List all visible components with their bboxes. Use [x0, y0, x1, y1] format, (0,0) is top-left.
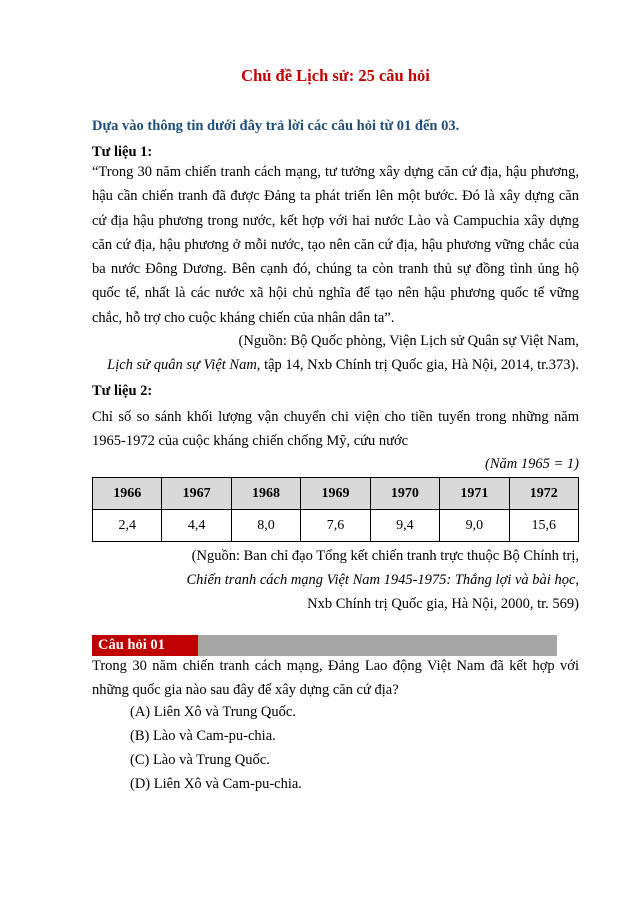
doc1-source-rest: tập 14, Nxb Chính trị Quốc gia, Hà Nội, 2014, tr.373). [260, 357, 579, 373]
question-header-bar [92, 635, 557, 656]
value-cell: 9,0 [440, 510, 509, 542]
value-cell: 7,6 [301, 510, 370, 542]
year-cell: 1969 [301, 478, 370, 510]
question-label: Câu hỏi 01 [92, 635, 198, 656]
doc1-source-book: Lịch sử quân sự Việt Nam, [107, 357, 261, 373]
value-cell: 4,4 [162, 510, 231, 542]
year-cell: 1972 [509, 478, 578, 510]
value-cell: 2,4 [93, 510, 162, 542]
year-cell: 1968 [231, 478, 300, 510]
year-cell: 1971 [440, 478, 509, 510]
table-unit-note: (Năm 1965 = 1) [485, 456, 579, 472]
doc2-text: Chỉ số so sánh khối lượng vận chuyển chi viện cho tiền tuyến trong những năm 1965-1972 của cuộc kháng chiến chống Mỹ, cứu nước [92, 409, 579, 450]
table-value-row [93, 510, 579, 542]
intro-instruction: Dựa vào thông tin dưới đây trả lời các câu hỏi từ 01 đến 03. [92, 118, 460, 134]
doc2-source-line1: (Nguồn: Ban chỉ đạo Tổng kết chiến tranh trực thuộc Bộ Chính trị, [191, 548, 579, 564]
page-title: Chủ đề Lịch sử: 25 câu hỏi [241, 66, 430, 85]
value-cell: 15,6 [509, 510, 578, 542]
answer-option-d[interactable]: (D) Liên Xô và Cam-pu-chia. [130, 776, 302, 792]
question-text: Trong 30 năm chiến tranh cách mạng, Đảng Lao động Việt Nam đã kết hợp với những quốc gia nào sau đây để xây dựng căn cứ địa? [92, 658, 579, 699]
doc2-source-line2 [187, 572, 579, 589]
doc1-text: “Trong 30 năm chiến tranh cách mạng, tư tưởng xây dựng căn cứ địa, hậu phương, hậu cần chiến tranh đã được Đảng ta phát triển lên một bước. Đó là xây dựng căn cứ địa hậu phương trong nước, kết hợp với hai nước Lào và Campuchia xây dựng căn cứ địa, hậu phương ở mỗi nước, tạo nên căn cứ địa, hậu phương vững chắc của ba nước Đông Dương. Bên cạnh đó, chúng ta còn tranh thủ sự đồng tình ủng hộ quốc tế, nhất là các nước xã hội chủ nghĩa để tạo nên hậu phương quốc tế vững chắc, hỗ trợ cho cuộc kháng chiến của nhân dân ta”. [92, 164, 579, 326]
doc2-source-line3: Nxb Chính trị Quốc gia, Hà Nội, 2000, tr. 569) [307, 596, 579, 612]
answer-option-b[interactable]: (B) Lào và Cam-pu-chia. [130, 728, 276, 744]
value-cell: 9,4 [370, 510, 439, 542]
doc1-label: Tư liệu 1: [92, 144, 153, 160]
transport-index-table [92, 477, 579, 542]
doc2-source-book: Chiến tranh cách mạng Việt Nam 1945-1975: Thắng lợi và bài học, [186, 572, 579, 588]
doc1-source-line2 [107, 357, 579, 374]
year-cell: 1970 [370, 478, 439, 510]
table-header-row [93, 478, 579, 510]
doc1-source-line1: (Nguồn: Bộ Quốc phòng, Viện Lịch sử Quân sự Việt Nam, [238, 333, 579, 349]
answer-option-c[interactable]: (C) Lào và Trung Quốc. [130, 752, 270, 768]
year-cell: 1967 [162, 478, 231, 510]
year-cell: 1966 [93, 478, 162, 510]
value-cell: 8,0 [231, 510, 300, 542]
answer-option-a[interactable]: (A) Liên Xô và Trung Quốc. [130, 704, 296, 720]
doc2-label: Tư liệu 2: [92, 383, 153, 399]
